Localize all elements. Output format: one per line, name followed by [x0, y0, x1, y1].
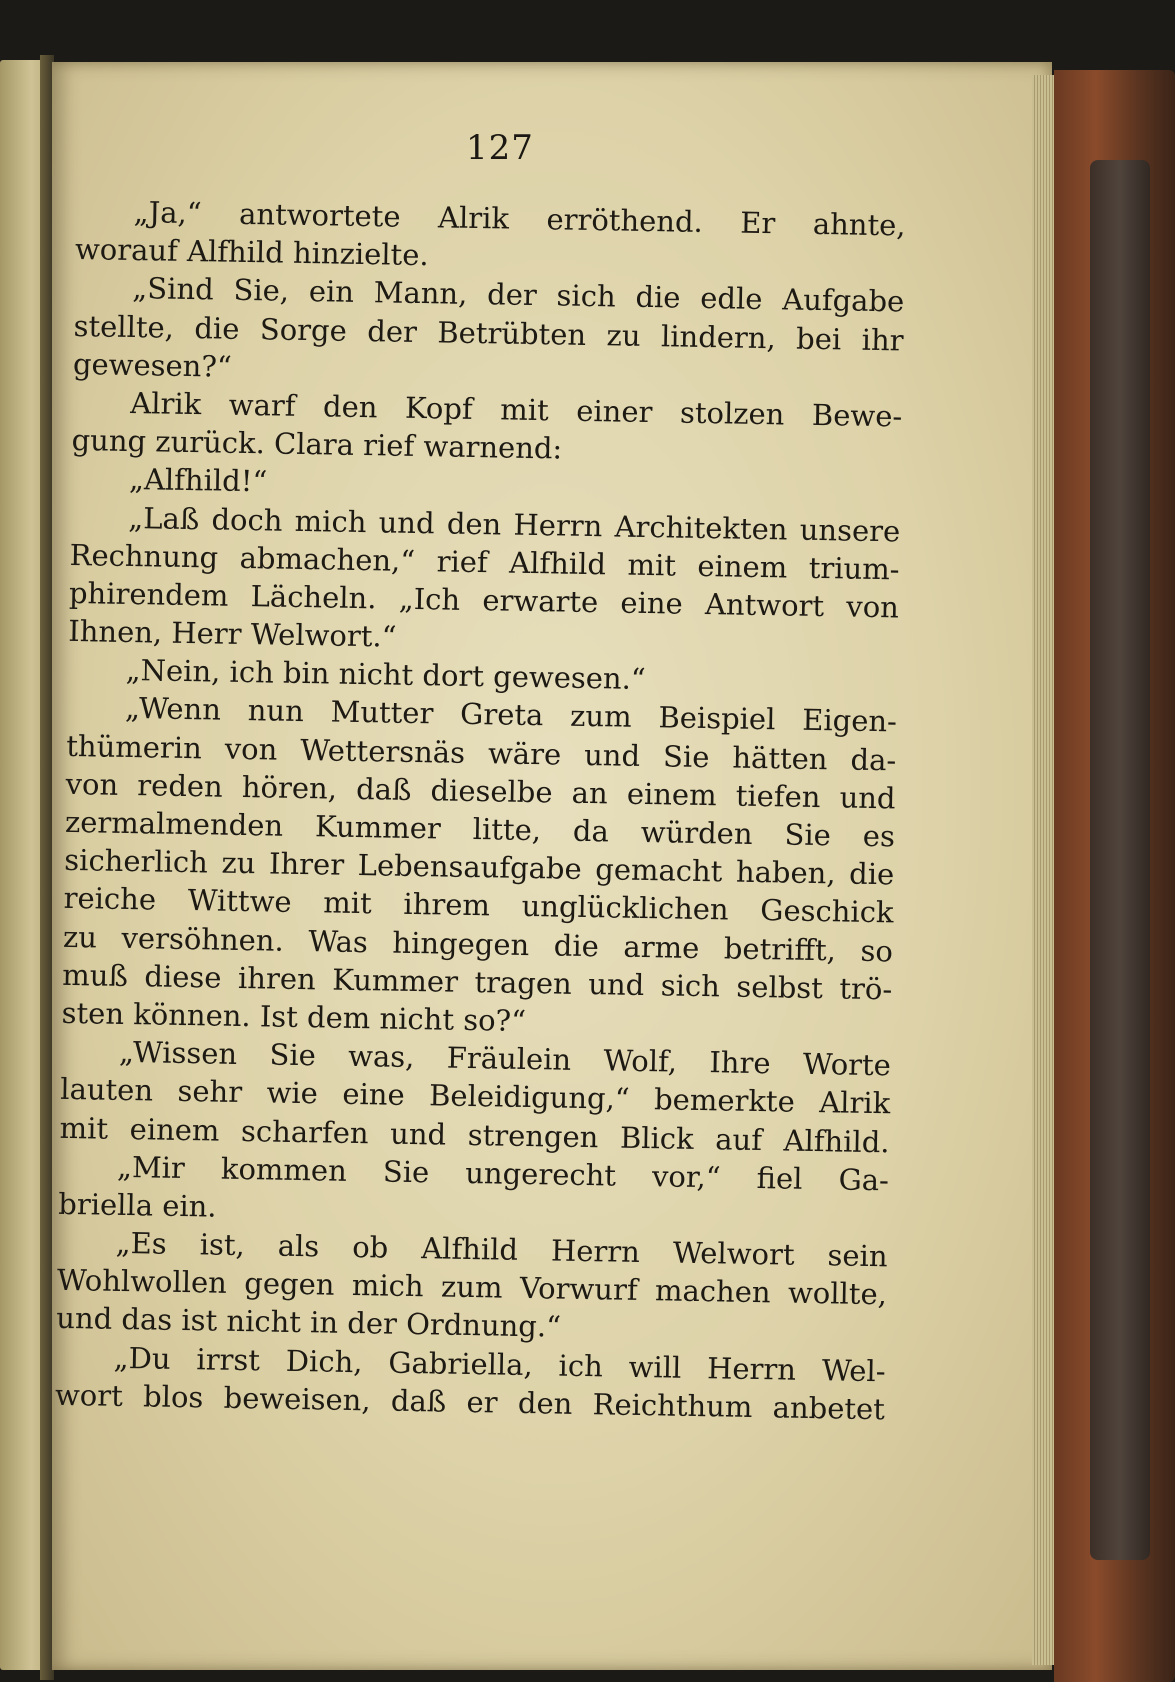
text-line: und das ist nicht in der Ordnung.“ — [56, 1301, 562, 1345]
text-line: „Alfhild!“ — [128, 462, 268, 499]
text-line: reiche Wittwe mit ihrem unglücklichen Geschick — [63, 881, 894, 930]
text-line: „Sind Sie, ein Mann, der sich die edle Aufgabe — [132, 271, 905, 319]
text-line: Ihnen, Herr Welwort.“ — [68, 613, 397, 654]
text-line: stellte, die Sorge der Betrübten zu lindern, bei ihr — [73, 308, 904, 358]
text-line: phirendem Lächeln. „Ich erwarte eine Antwort von — [68, 575, 900, 625]
text-line: Wohlwollen gegen mich zum Vorwurf machen wollte, — [56, 1263, 888, 1312]
text-line: worauf Alfhild hinzielte. — [74, 232, 429, 273]
page-number: 127 — [466, 128, 534, 168]
text-line: sten können. Ist dem nicht so?“ — [61, 995, 527, 1038]
text-line: thümerin von Wettersnäs wäre und Sie hätten da- — [66, 728, 897, 778]
text-line: mit einem scharfen und strengen Blick auf Alfhild. — [59, 1110, 890, 1159]
text-line: gewesen?“ — [72, 346, 233, 384]
text-line: zu versöhnen. Was hingegen die arme betrifft, so — [62, 919, 894, 968]
cover-binding-strip — [1090, 160, 1150, 1560]
text-line: „Mir kommen Sie ungerecht vor,“ fiel Ga- — [116, 1149, 890, 1198]
text-line: gung zurück. Clara rief warnend: — [71, 423, 563, 466]
text-line: briella ein. — [58, 1186, 217, 1224]
text-line: „Du irrst Dich, Gabriella, ich will Herrn Wel- — [113, 1340, 886, 1388]
text-line: muß diese ihren Kummer tragen und sich selbst trö- — [62, 957, 893, 1007]
text-line: wort blos beweisen, daß er den Reichthum anbetet — [54, 1377, 886, 1427]
text-line: „Wenn nun Mutter Greta zum Beispiel Eigen- — [124, 691, 898, 739]
page-stack-edge — [1032, 75, 1054, 1665]
text-line: zermalmenden Kummer litte, da würden Sie es — [64, 804, 896, 854]
text-line: lauten sehr wie eine Beleidigung,“ bemerkte Alrik — [60, 1072, 891, 1121]
text-line: „Laß doch mich und den Herrn Architekten unsere — [128, 500, 901, 548]
text-line: von reden hören, daß dieselbe an einem tiefen und — [65, 766, 896, 816]
page-text — [55, 192, 906, 1428]
text-line: „Es ist, als ob Alfhild Herrn Welwort sein — [115, 1225, 888, 1274]
text-line: Alrik warf den Kopf mit einer stolzen Bewe- — [130, 385, 903, 434]
text-line: „Nein, ich bin nicht dort gewesen.“ — [125, 653, 646, 697]
text-line: sicherlich zu Ihrer Lebensaufgabe gemacht haben, die — [64, 843, 895, 892]
text-line: „Ja,“ antwortete Alrik erröthend. Er ahnte, — [133, 195, 906, 243]
text-line: Rechnung abmachen,“ rief Alfhild mit einem trium- — [69, 537, 900, 587]
text-line: „Wissen Sie was, Fräulein Wolf, Ihre Worte — [118, 1035, 892, 1083]
